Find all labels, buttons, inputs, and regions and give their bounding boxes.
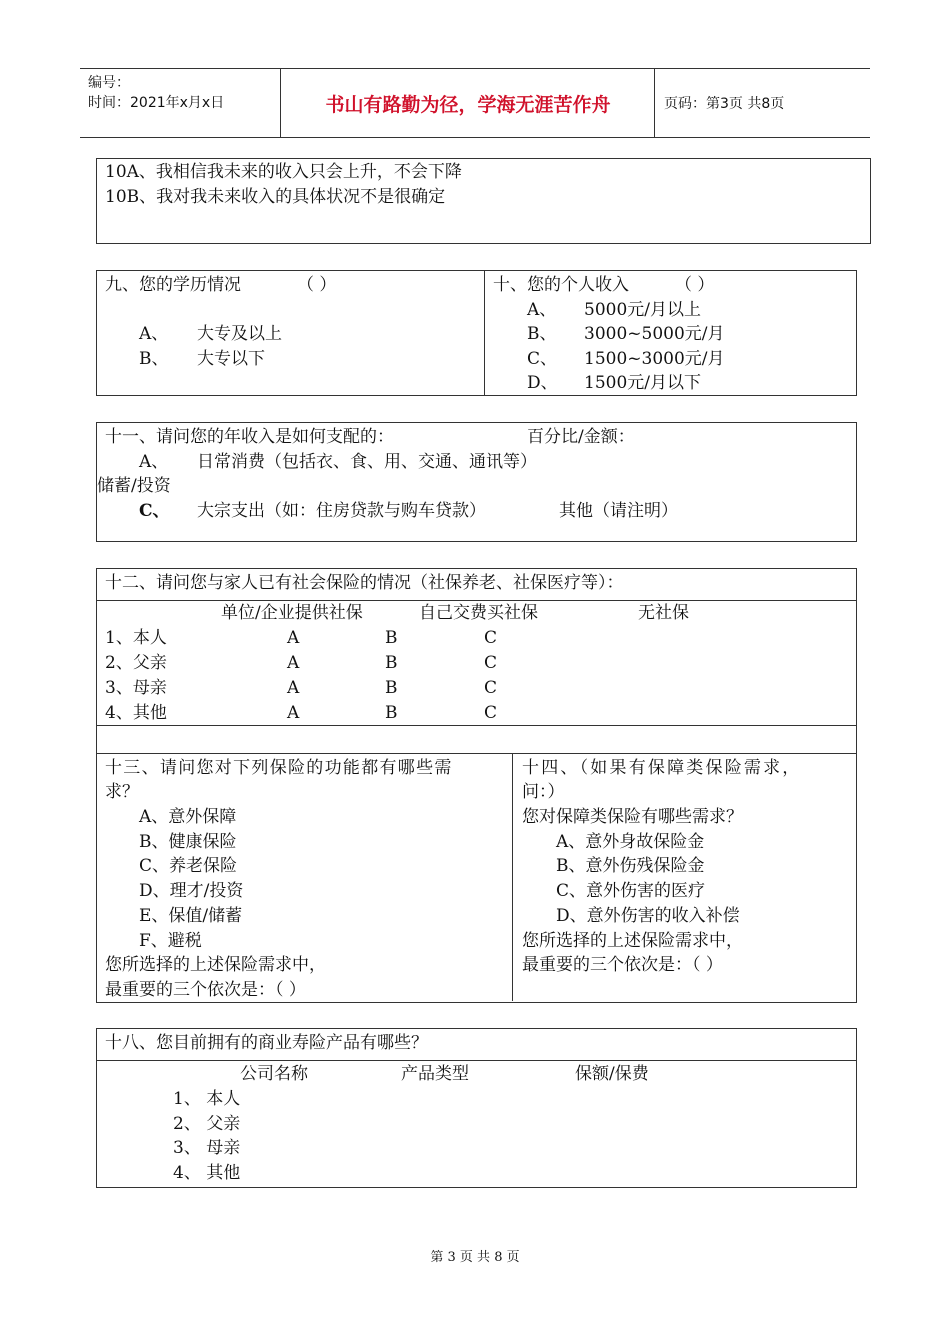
- q9-opt-b-text: 大专以下: [197, 349, 265, 369]
- q10b-opt-c-key: C、: [527, 349, 558, 369]
- q10b-opt-b-key: B、: [527, 324, 557, 344]
- q12-row-a: A: [287, 653, 300, 673]
- q9-opt-a-key: A、: [139, 324, 169, 344]
- q13-option: B、健康保险: [139, 832, 237, 852]
- q11-title: 十一、请问您的年收入是如何支配的：: [105, 427, 394, 447]
- q18-col-company: 公司名称: [240, 1064, 308, 1084]
- q9-title: 九、您的学历情况: [105, 275, 241, 295]
- q12-col-2: 自己交费买社保: [419, 603, 538, 623]
- q12-bottom-divider: [97, 725, 856, 726]
- header-meta: [80, 69, 281, 137]
- q12-row-a: A: [287, 703, 300, 723]
- q13-option: E、保值/储蓄: [139, 906, 243, 926]
- q18-row: 2、 父亲: [173, 1114, 241, 1134]
- q10b-paren: （ ）: [675, 275, 715, 295]
- q12-col-3: 无社保: [638, 603, 689, 623]
- q10b-opt-a-key: A、: [527, 300, 557, 320]
- q10b-opt-b-text: 3000~5000元/月: [584, 324, 725, 344]
- q11-c-key: C、: [139, 501, 170, 521]
- q10b-opt-d-key: D、: [527, 373, 558, 393]
- q14-option: A、意外身故保险金: [556, 832, 705, 852]
- q12-row-label: 4、其他: [105, 703, 167, 723]
- q14-title-1: 十四、（如果有保障类保险需求，: [522, 758, 802, 778]
- q13-option: D、理才/投资: [139, 881, 244, 901]
- q11-a-text: 日常消费（包括衣、食、用、交通、通讯等）: [197, 452, 537, 472]
- q11-right-label: 百分比/金额：: [527, 427, 635, 447]
- q11-b-text: 储蓄/投资: [97, 476, 171, 496]
- q9-opt-a-text: 大专及以上: [197, 324, 282, 344]
- q12-row-label: 1、本人: [105, 628, 167, 648]
- q14-title-3: 您对保障类保险有哪些需求？: [522, 807, 743, 827]
- q18-col-type: 产品类型: [401, 1064, 469, 1084]
- q9-paren: （ ）: [297, 275, 337, 295]
- q10b-opt-d-text: 1500元/月以下: [584, 373, 701, 393]
- q12-row-c: C: [484, 653, 498, 673]
- q12-row-b: B: [385, 703, 398, 723]
- q12-row-c: C: [484, 703, 498, 723]
- q12-row-a: A: [287, 628, 300, 648]
- q12-row-c: C: [484, 678, 498, 698]
- q11-c-text: 大宗支出（如：住房贷款与购车贷款）: [197, 501, 486, 521]
- q11-c-other: 其他（请注明）: [559, 501, 678, 521]
- q14-footer-2: 最重要的三个依次是：（ ）: [522, 955, 723, 975]
- q9-opt-b-key: B、: [139, 349, 169, 369]
- q18-title: 十八、您目前拥有的商业寿险产品有哪些？: [105, 1033, 428, 1053]
- q10-box: [96, 158, 871, 244]
- q13-divider: [512, 753, 513, 1001]
- q14-footer-1: 您所选择的上述保险需求中，: [522, 931, 743, 951]
- q12-row-label: 2、父亲: [105, 653, 167, 673]
- page-footer: 第 3 页 共 8 页: [430, 1250, 520, 1265]
- q12-row-a: A: [287, 678, 300, 698]
- page-header: [80, 68, 870, 138]
- q11-box: [96, 422, 857, 542]
- q12-row-c: C: [484, 628, 498, 648]
- motto: 书山有路勤为径，学海无涯苦作舟: [282, 69, 655, 137]
- q18-row: 1、 本人: [173, 1089, 241, 1109]
- q10b-title: 十、您的个人收入: [493, 275, 629, 295]
- q13-option: F、避税: [139, 931, 202, 951]
- q14-option: D、意外伤害的收入补偿: [556, 906, 740, 926]
- q12-col-1: 单位/企业提供社保: [221, 603, 363, 623]
- q12-row-b: B: [385, 653, 398, 673]
- q12-title: 十二、请问您与家人已有社会保险的情况（社保养老、社保医疗等）：: [105, 573, 624, 593]
- q18-divider: [97, 1060, 856, 1061]
- q18-row: 4、 其他: [173, 1163, 241, 1183]
- q10-a: 10A、我相信我未来的收入只会上升，不会下降: [105, 162, 462, 182]
- q13-title-1: 十三、请问您对下列保险的功能都有哪些需: [105, 758, 453, 778]
- q18-row: 3、 母亲: [173, 1138, 241, 1158]
- q14-option: B、意外伤残保险金: [556, 856, 705, 876]
- q13-q14-box: [96, 753, 857, 1003]
- q13-option: A、意外保障: [139, 807, 237, 827]
- q18-box: [96, 1028, 857, 1188]
- q12-row-label: 3、母亲: [105, 678, 167, 698]
- q10b-opt-a-text: 5000元/月以上: [584, 300, 701, 320]
- q10b-opt-c-text: 1500~3000元/月: [584, 349, 725, 369]
- q14-option: C、意外伤害的医疗: [556, 881, 706, 901]
- q12-row-b: B: [385, 628, 398, 648]
- q13-option: C、养老保险: [139, 856, 238, 876]
- code-label: 编号：: [88, 75, 130, 91]
- q13-title-2: 求？: [105, 782, 139, 802]
- q12-row-b: B: [385, 678, 398, 698]
- q13-footer-1: 您所选择的上述保险需求中，: [105, 955, 326, 975]
- q14-title-2: 问：）: [522, 782, 565, 802]
- q18-col-amount: 保额/保费: [575, 1064, 649, 1084]
- q9-q10-box: [96, 270, 857, 396]
- time-label: 时间：2021年x月x日: [88, 95, 225, 111]
- q10-b: 10B、我对我未来收入的具体状况不是很确定: [105, 187, 446, 207]
- q11-a-key: A、: [139, 452, 169, 472]
- page-info: 页码：第3页 共8页: [664, 96, 785, 112]
- q13-footer-2: 最重要的三个依次是：（ ）: [105, 980, 306, 1000]
- divider: [484, 271, 485, 395]
- q12-box: [96, 568, 857, 754]
